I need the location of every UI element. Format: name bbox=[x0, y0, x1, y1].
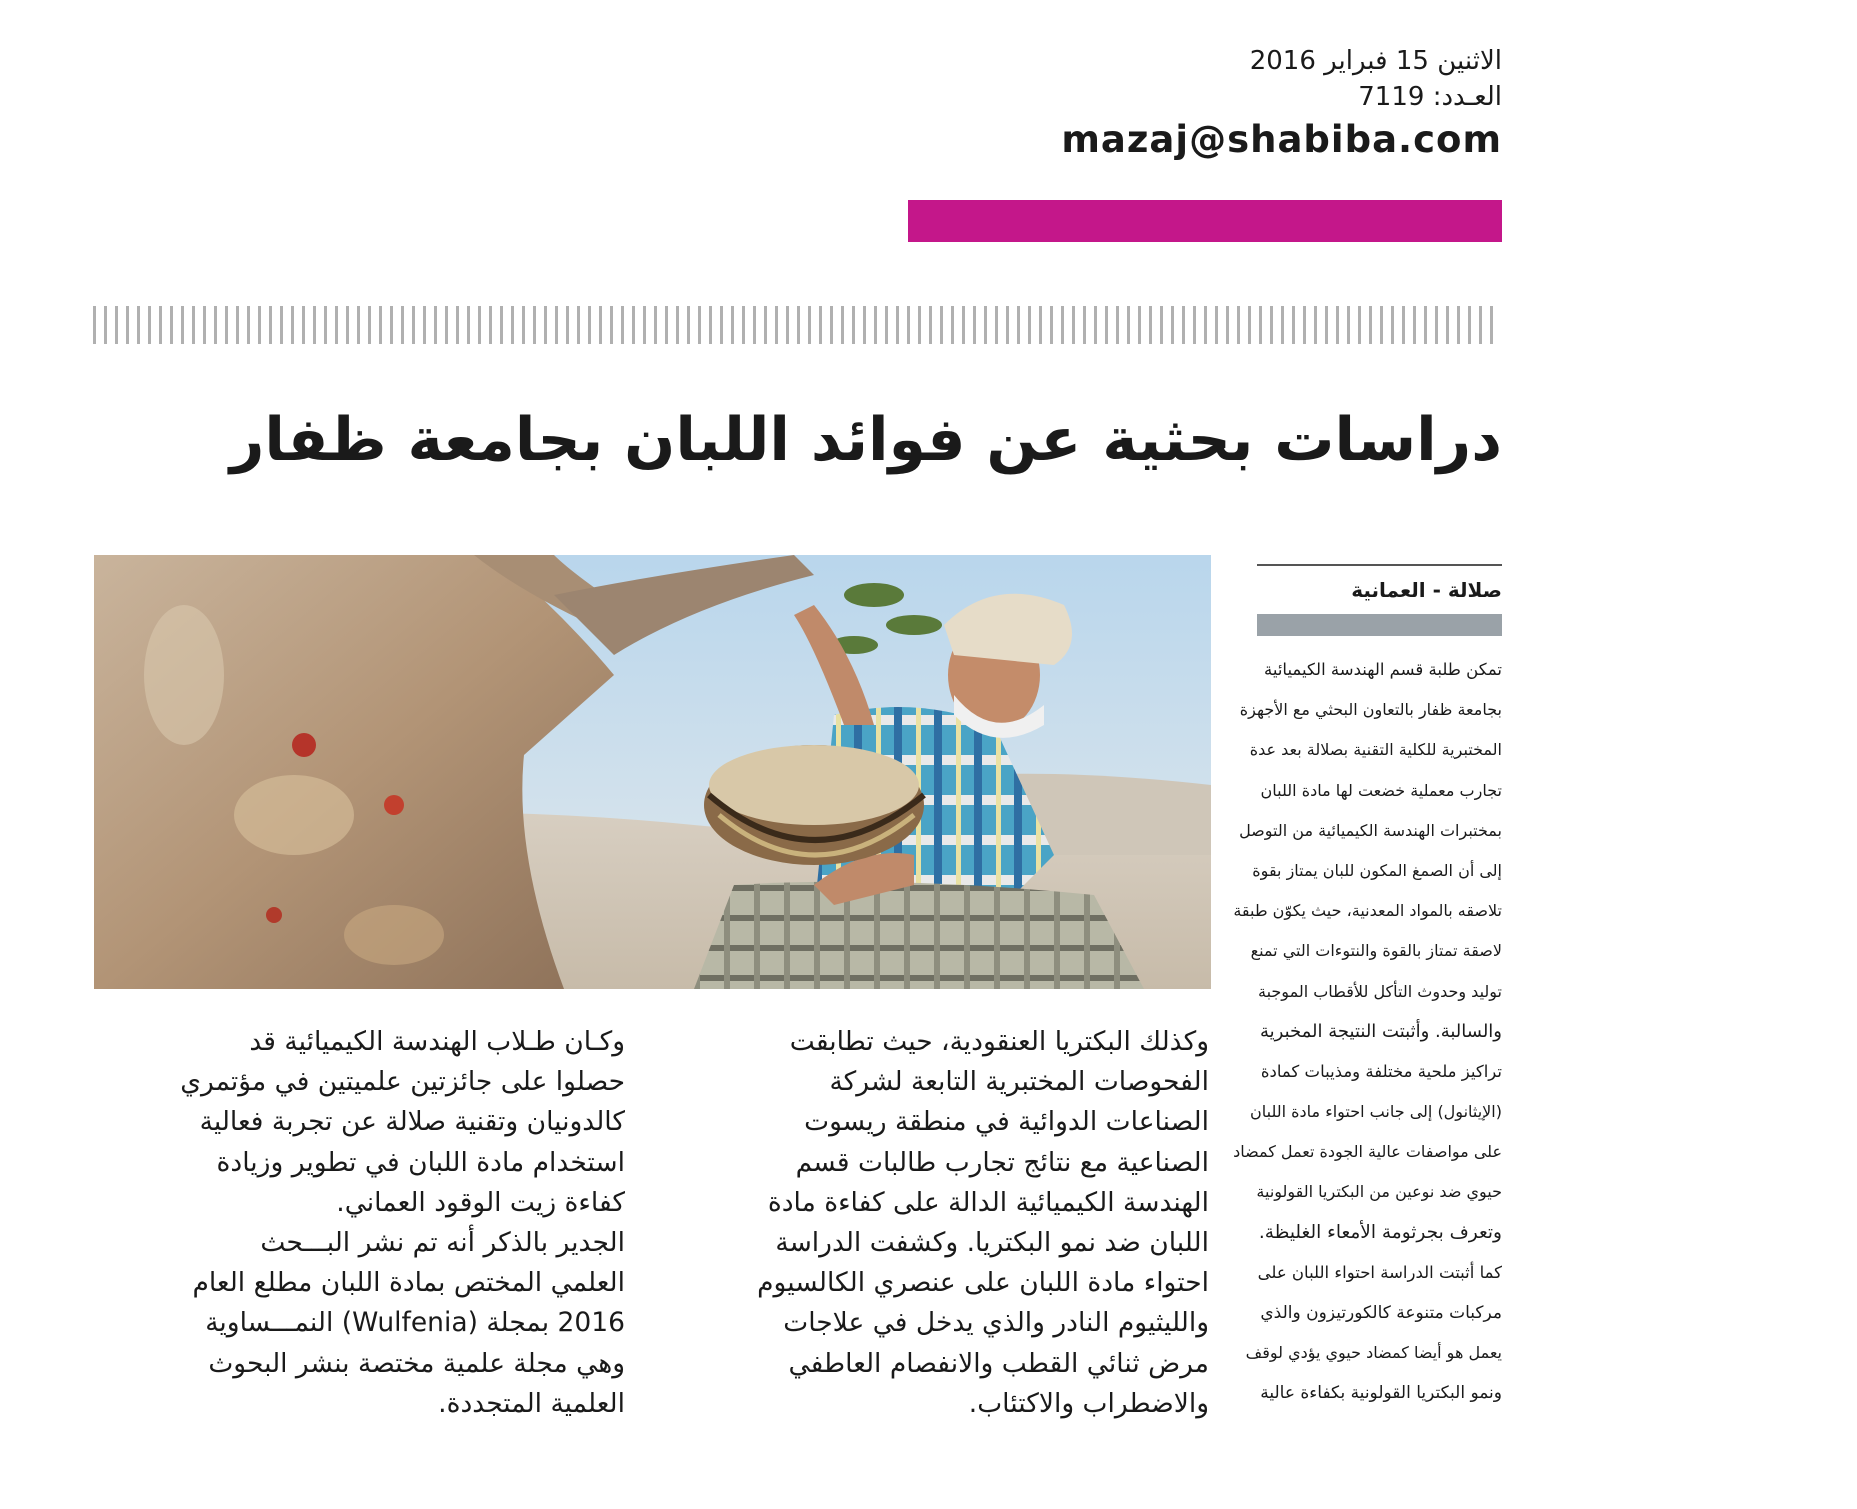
dateline-rule bbox=[1257, 564, 1502, 566]
frankincense-harvest-image bbox=[94, 555, 1211, 989]
section-divider bbox=[93, 306, 1501, 344]
text-line: يعمل هو أيضا كمضاد حيوي يؤدي لوقف bbox=[1245, 1343, 1502, 1363]
text-line: كفاءة زيت الوقود العماني. bbox=[336, 1186, 625, 1218]
text-line: بمختبرات الهندسة الكيميائية من التوصل bbox=[1239, 820, 1502, 840]
article-headline: دراسات بحثية عن فوائد اللبان بجامعة ظفار bbox=[229, 405, 1502, 475]
text-line: لاصقة تمتاز بالقوة والنتوءات التي تمنع bbox=[1250, 941, 1502, 961]
text-line: إلى أن الصمغ المكون للبان يمتاز بقوة bbox=[1252, 860, 1502, 880]
text-line: 2016 بمجلة (Wulfenia) النمـــساوية bbox=[205, 1307, 625, 1339]
article-dateline: صلالة - العمانية bbox=[1351, 578, 1502, 602]
text-line: وتعرف بجرثومة الأمعاء الغليظة. bbox=[1258, 1221, 1502, 1243]
article-column-middle bbox=[685, 1022, 1209, 1424]
text-line: احتواء مادة اللبان على عنصري الكالسيوم bbox=[757, 1267, 1209, 1299]
text-line: والسالبة. وأثبتت النتيجة المخبرية bbox=[1260, 1020, 1502, 1042]
text-line: العلمي المختص بمادة اللبان مطلع العام bbox=[192, 1267, 625, 1299]
text-line: تلاصقه بالمواد المعدنية، حيث يكوّن طبقة bbox=[1233, 901, 1502, 921]
text-line: وهي مجلة علمية مختصة بنشر البحوث bbox=[208, 1347, 625, 1379]
text-line: (الإيثانول) إلى جانب احتواء مادة اللبان bbox=[1250, 1102, 1502, 1122]
text-line: على مواصفات عالية الجودة تعمل كمضاد bbox=[1233, 1142, 1502, 1162]
text-line: الجدير بالذكر أنه تم نشر البـــحث bbox=[260, 1226, 625, 1258]
text-line: تراكيز ملحية مختلفة ومذيبات كمادة bbox=[1260, 1061, 1502, 1081]
contact-email[interactable]: mazaj@shabiba.com bbox=[1061, 118, 1502, 161]
text-line: استخدام مادة اللبان في تطوير وزيادة bbox=[216, 1146, 625, 1178]
text-line: المختبرية للكلية التقنية بصلالة بعد عدة bbox=[1249, 740, 1502, 760]
accent-bar bbox=[908, 200, 1502, 242]
text-line: وكذلك البكتريا العنقودية، حيث تطابقت bbox=[789, 1026, 1209, 1057]
text-line: حصلوا على جائزتين علميتين في مؤتمري bbox=[180, 1066, 625, 1098]
text-line: اللبان ضد نمو البكتريا. وكشفت الدراسة bbox=[775, 1226, 1209, 1258]
text-line: العلمية المتجددة. bbox=[438, 1387, 625, 1419]
article-photo bbox=[94, 555, 1211, 989]
text-line: والليثيوم النادر والذي يدخل في علاجات bbox=[783, 1307, 1209, 1339]
text-line: تجارب معملية خضعت لها مادة اللبان bbox=[1260, 780, 1502, 800]
text-line: حيوي ضد نوعين من البكتريا القولونية bbox=[1256, 1182, 1502, 1202]
dateline-bar bbox=[1257, 614, 1502, 636]
article-column-right bbox=[1233, 650, 1502, 1414]
article-column-left bbox=[95, 1022, 625, 1424]
text-line: كما أثبتت الدراسة احتواء اللبان على bbox=[1257, 1262, 1502, 1282]
issue-date: الاثنين 15 فبراير 2016 bbox=[1249, 46, 1502, 76]
text-line: توليد وحدوث التأكل للأقطاب الموجبة bbox=[1258, 981, 1502, 1001]
text-line: وكـان طـلاب الهندسة الكيميائية قد bbox=[249, 1026, 625, 1057]
text-line: الصناعات الدوائية في منطقة ريسوت bbox=[804, 1106, 1209, 1138]
text-line: تمكن طلبة قسم الهندسة الكيميائية bbox=[1264, 660, 1502, 679]
text-line: الفحوصات المختبرية التابعة لشركة bbox=[829, 1066, 1209, 1098]
text-line: مركبات متنوعة كالكورتيزون والذي bbox=[1260, 1303, 1502, 1323]
text-line: بجامعة ظفار بالتعاون البحثي مع الأجهزة bbox=[1239, 700, 1502, 720]
issue-number: العـدد: 7119 bbox=[1358, 82, 1502, 112]
text-line: الهندسة الكيميائية الدالة على كفاءة مادة bbox=[767, 1186, 1209, 1218]
text-line: والاضطراب والاكتئاب. bbox=[968, 1387, 1209, 1419]
text-line: الصناعية مع نتائج تجارب طالبات قسم bbox=[795, 1146, 1209, 1178]
text-line: كالدونيان وتقنية صلالة عن تجربة فعالية bbox=[199, 1106, 625, 1138]
text-line: ونمو البكتريا القولونية بكفاءة عالية bbox=[1260, 1383, 1502, 1404]
text-line: مرض ثنائي القطب والانفصام العاطفي bbox=[788, 1347, 1209, 1379]
